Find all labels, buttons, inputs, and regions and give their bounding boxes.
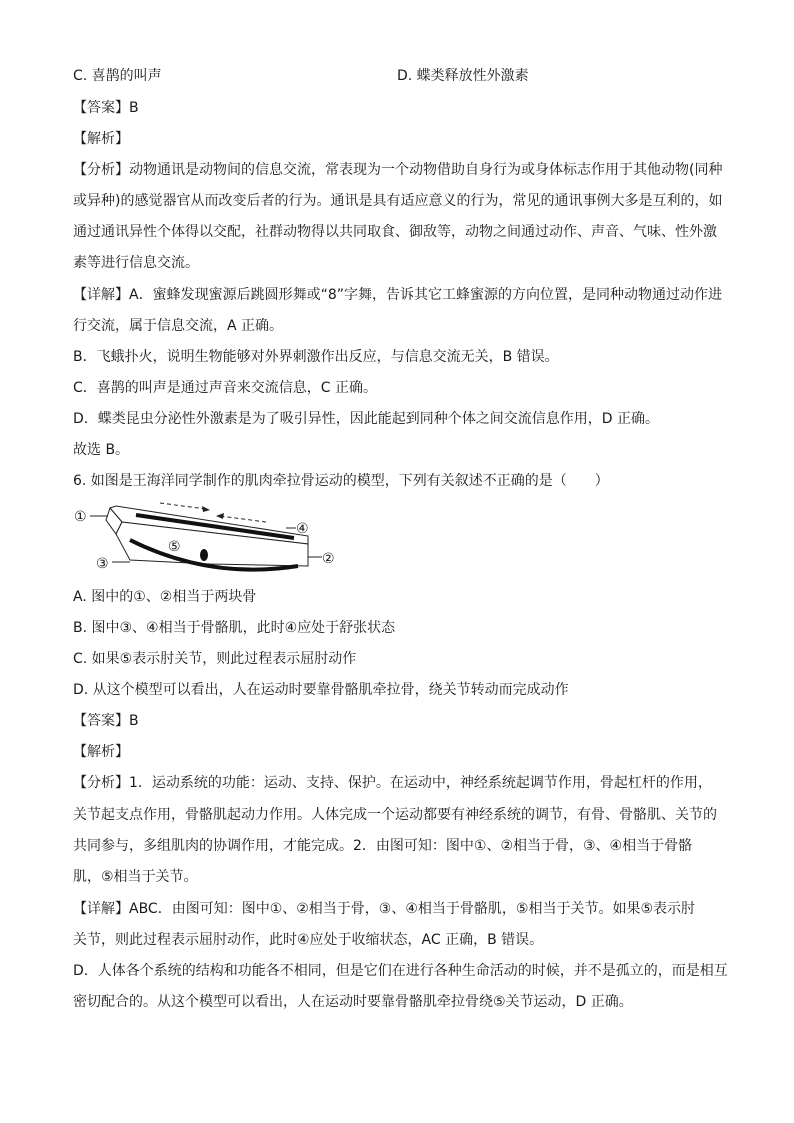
q6-analysis-line: 关节起支点作用，骨骼肌起动力作用。人体完成一个运动都要有神经系统的调节，有骨、骨骼肌、关节的 <box>73 807 717 823</box>
q6-stem: 6. 如图是王海洋同学制作的肌肉牵拉骨运动的模型，下列有关叙述不正确的是（ ） <box>73 473 609 489</box>
joint-5 <box>200 549 208 561</box>
q5-analysis-line: 或异种)的感觉器官从而改变后者的行为。通讯是具有适应意义的行为，常见的通讯事例大多是互利的，如 <box>73 193 723 209</box>
muscle-bone-model-diagram <box>70 500 340 580</box>
q6-detail-line: 关节，则此过程表示屈肘动作，此时④应处于收缩状态，AC 正确，B 错误。 <box>73 932 544 948</box>
q6-answer: 【答案】B <box>73 713 139 729</box>
q6-option-a: A. 图中的①、②相当于两块骨 <box>73 589 257 605</box>
q5-analysis-line: 【分析】动物通讯是动物间的信息交流，常表现为一个动物借助自身行为或身体标志作用于其他动物(同种 <box>73 162 723 178</box>
q6-option-b: B. 图中③、④相当于骨骼肌，此时④应处于舒张状态 <box>73 620 396 636</box>
diagram-label-3: ③ <box>96 556 109 572</box>
q6-jiexi-heading: 【解析】 <box>73 744 129 760</box>
q5-detail-line: C．喜鹊的叫声是通过声音来交流信息，C 正确。 <box>73 380 377 396</box>
diagram-label-4: ④ <box>296 521 309 537</box>
q6-analysis-line: 共同参与，多组肌肉的协调作用，才能完成。2．由图可知：图中①、②相当于骨，③、④相当于骨骼 <box>73 838 693 854</box>
q6-option-d: D. 从这个模型可以看出，人在运动时要靠骨骼肌牵拉骨，绕关节转动而完成动作 <box>73 682 569 698</box>
q5-detail-line: 行交流，属于信息交流，A 正确。 <box>73 318 284 334</box>
q5-detail-line: 【详解】A．蜜蜂发现蜜源后跳圆形舞或“8”字舞，告诉其它工蜂蜜源的方向位置，是同种动物通过动作进 <box>73 287 722 303</box>
q6-detail-line: 【详解】ABC．由图可知：图中①、②相当于骨，③、④相当于骨骼肌，⑤相当于关节。如果⑤表示肘 <box>73 901 696 917</box>
q5-analysis-line: 素等进行信息交流。 <box>73 255 199 271</box>
diagram-label-5: ⑤ <box>168 539 181 555</box>
arrow-line <box>160 503 206 509</box>
q5-detail-line: D．蝶类昆虫分泌性外激素是为了吸引异性，因此能起到同种个体之间交流信息作用，D 正确。 <box>73 411 660 427</box>
q6-option-c: C. 如果⑤表示肘关节，则此过程表示屈肘动作 <box>73 651 357 667</box>
q6-analysis-line: 肌，⑤相当于关节。 <box>73 869 198 885</box>
arrow-head <box>216 513 224 519</box>
q5-detail-line: 故选 B。 <box>73 442 130 458</box>
q5-option-d: D. 蝶类释放性外激素 <box>397 68 529 84</box>
q6-detail-line: D．人体各个系统的结构和功能各不相同，但是它们在进行各种生命活动的时候，并不是孤立的，而是相互 <box>73 963 728 979</box>
q5-jiexi-heading: 【解析】 <box>73 131 129 147</box>
diagram-label-1: ① <box>74 509 87 525</box>
q5-analysis-line: 通过通讯异性个体得以交配，社群动物得以共同取食、御敌等，动物之间通过动作、声音、气味、性外激 <box>73 224 717 240</box>
arrow-line <box>220 516 266 522</box>
q6-detail-line: 密切配合的。从这个模型可以看出，人在运动时要靠骨骼肌牵拉骨绕⑤关节运动，D 正确。 <box>73 994 633 1010</box>
q6-analysis-line: 【分析】1．运动系统的功能：运动、支持、保护。在运动中，神经系统起调节作用，骨起杠杆的作用， <box>73 775 712 791</box>
q5-detail-line: B．飞蛾扑火，说明生物能够对外界刺激作出反应，与信息交流无关，B 错误。 <box>73 349 559 365</box>
q5-option-c: C. 喜鹊的叫声 <box>73 68 162 84</box>
arrow-head <box>202 506 210 512</box>
q5-answer: 【答案】B <box>73 100 139 116</box>
diagram-label-2: ② <box>322 551 335 567</box>
